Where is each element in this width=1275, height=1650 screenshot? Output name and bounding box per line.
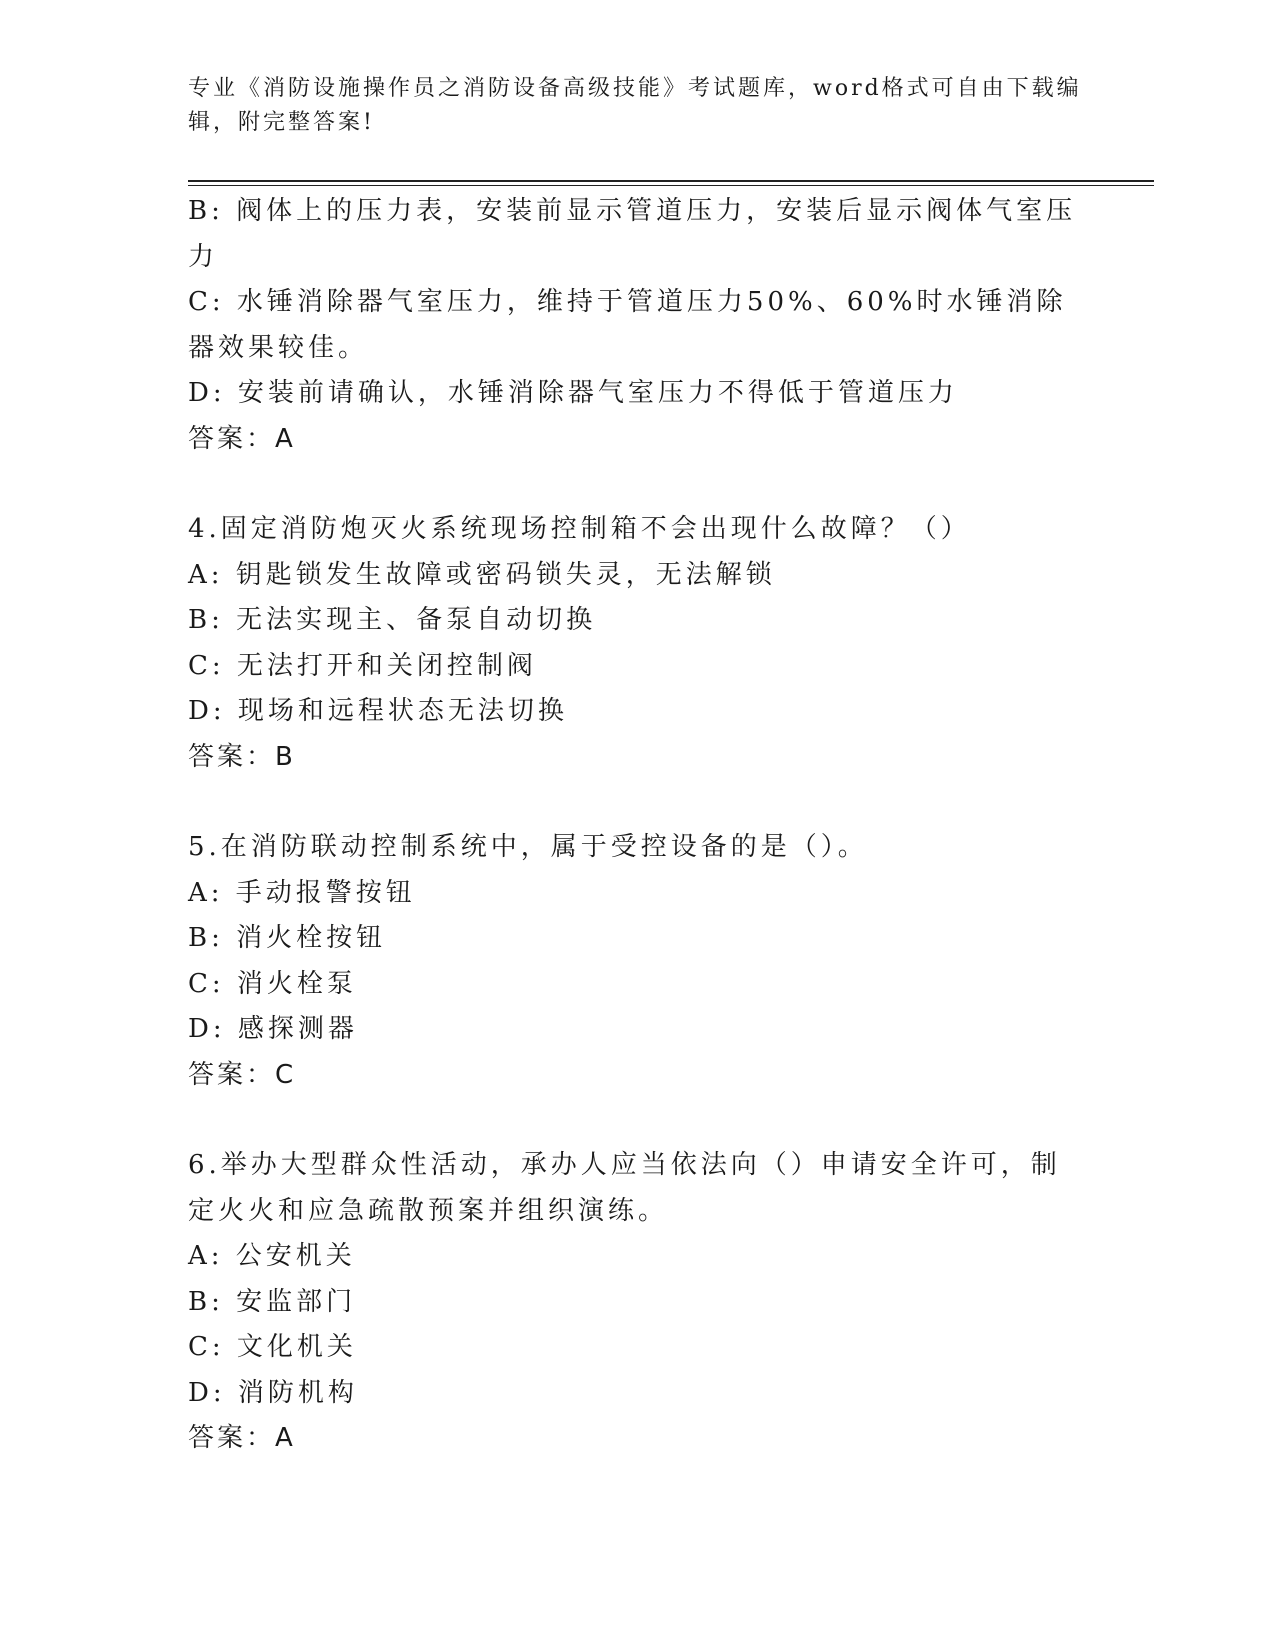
q5-option-a: A: 手动报警按钮 xyxy=(188,877,416,908)
document-header xyxy=(188,72,1088,140)
q5-option-d: D: 感探测器 xyxy=(188,1014,358,1044)
question-5 xyxy=(188,825,1088,1098)
header-intro-text: 专业《消防设施操作员之消防设备高级技能》考试题库，word格式可自由下载编辑，附完整答案! xyxy=(188,76,1082,135)
question-6 xyxy=(188,1143,1088,1462)
spacer xyxy=(188,462,1088,507)
q3-option-d: D: 安装前请确认，水锤消除器气室压力不得低于管道压力 xyxy=(188,378,958,408)
q5-stem: 5.在消防联动控制系统中，属于受控设备的是（）。 xyxy=(188,832,868,862)
q6-option-a: A: 公安机关 xyxy=(188,1241,356,1271)
q4-option-c: C: 无法打开和关闭控制阀 xyxy=(188,650,537,681)
q6-stem: 6.举办大型群众性活动，承办人应当依法向（）申请安全许可，制定火火和应急疏散预案并组织演练。 xyxy=(188,1150,1061,1226)
header-divider-thick xyxy=(188,180,1154,182)
question-list xyxy=(188,189,1088,1462)
q6-option-c: C: 文化机关 xyxy=(188,1332,357,1362)
q3-answer: 答案：A xyxy=(188,423,296,454)
q4-option-d: D: 现场和远程状态无法切换 xyxy=(188,696,568,726)
q5-option-c: C: 消火栓泵 xyxy=(188,968,357,999)
header-divider-thin xyxy=(188,185,1154,186)
q5-answer: 答案：C xyxy=(188,1059,297,1090)
q3-option-b: B: 阀体上的压力表，安装前显示管道压力，安装后显示阀体气室压力 xyxy=(188,196,1077,272)
q4-stem: 4.固定消防炮灭火系统现场控制箱不会出现什么故障？（） xyxy=(188,514,971,544)
q4-option-a: A: 钥匙锁发生故障或密码锁失灵，无法解锁 xyxy=(188,559,776,590)
question-3-continued xyxy=(188,189,1088,462)
spacer xyxy=(188,780,1088,825)
q6-option-b: B: 安监部门 xyxy=(188,1286,357,1317)
q6-answer: 答案：A xyxy=(188,1423,296,1453)
q4-option-b: B: 无法实现主、备泵自动切换 xyxy=(188,605,597,635)
q5-option-b: B: 消火栓按钮 xyxy=(188,923,387,953)
q3-option-c: C: 水锤消除器气室压力，维持于管道压力50%、60%时水锤消除器效果较佳。 xyxy=(188,287,1067,363)
q4-answer: 答案：B xyxy=(188,741,296,772)
q6-option-d: D: 消防机构 xyxy=(188,1377,358,1408)
question-4 xyxy=(188,507,1088,780)
spacer xyxy=(188,1098,1088,1143)
